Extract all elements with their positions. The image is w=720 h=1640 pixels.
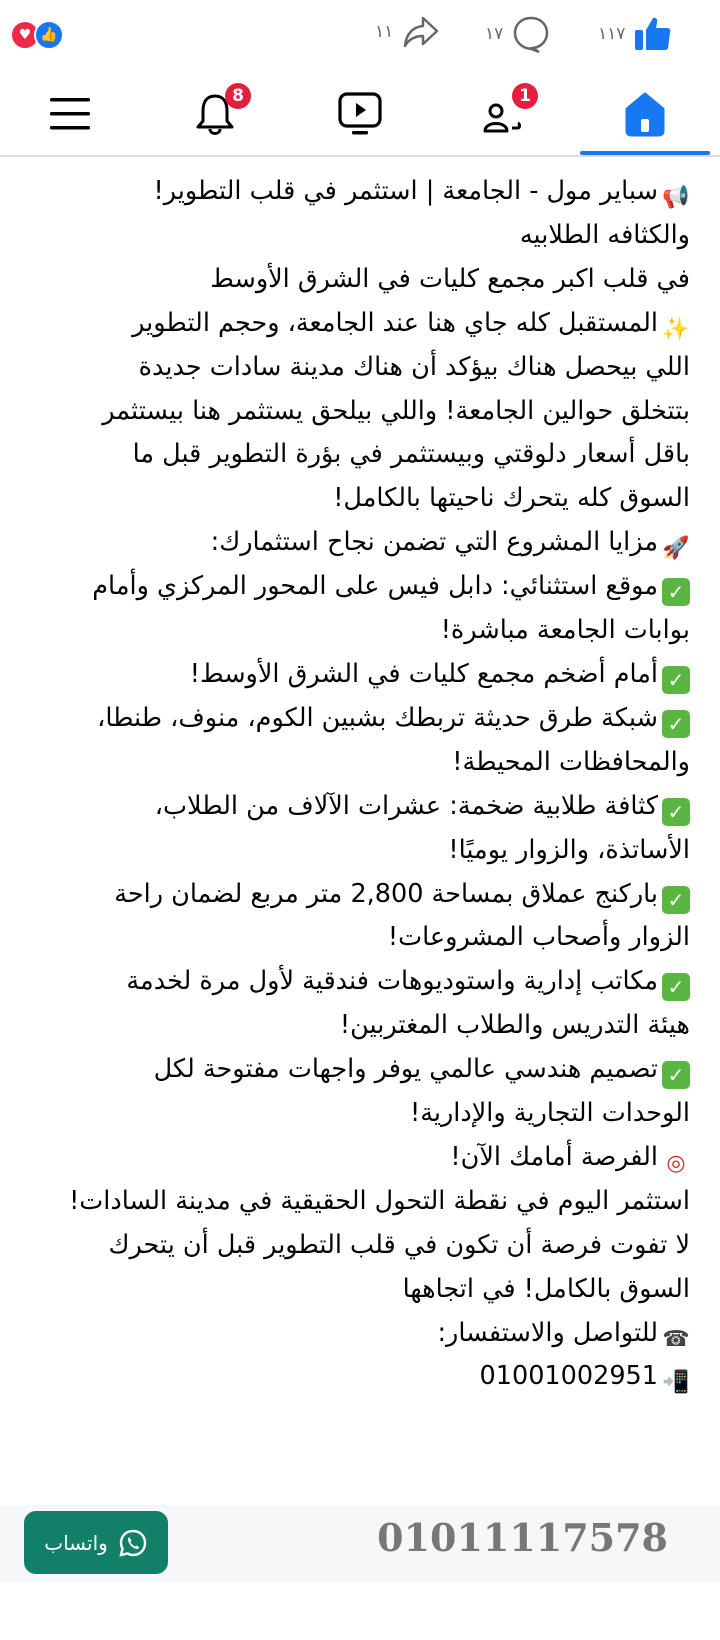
check-icon: ✓ bbox=[662, 1061, 690, 1089]
tab-menu[interactable] bbox=[15, 75, 125, 153]
post-line-text: السوق بالكامل! في اتجاهها bbox=[402, 1273, 690, 1304]
phone-icon: ☎ bbox=[662, 1326, 690, 1352]
post-line bbox=[10, 521, 690, 565]
check-icon: ✓ bbox=[662, 578, 690, 606]
main-nav bbox=[0, 75, 720, 157]
post-line bbox=[10, 1355, 690, 1399]
post-line bbox=[10, 1224, 690, 1268]
hamburger-menu-icon bbox=[50, 96, 90, 132]
check-icon: ✓ bbox=[662, 973, 690, 1001]
share-button[interactable] bbox=[375, 14, 441, 50]
post-line bbox=[10, 1180, 690, 1224]
target-icon: ◎ bbox=[666, 1150, 686, 1176]
like-count: ١١٧ bbox=[598, 24, 626, 44]
comment-icon bbox=[511, 14, 551, 54]
post-line bbox=[10, 741, 690, 785]
post-line bbox=[10, 1092, 690, 1136]
post-text bbox=[10, 170, 690, 1399]
post-line bbox=[10, 258, 690, 302]
post-line bbox=[10, 433, 690, 477]
like-reaction-icon: 👍 bbox=[34, 20, 64, 50]
check-icon: ✓ bbox=[662, 886, 690, 914]
post-line-text: موقع استثنائي: دابل فيس على المحور المركزي وأمام bbox=[92, 571, 658, 602]
post-line-text: هيئة التدريس والطلاب المغتربين! bbox=[339, 1010, 690, 1041]
phone-number[interactable]: 01011117578 bbox=[377, 1515, 668, 1560]
post-line bbox=[10, 1312, 690, 1356]
megaphone-icon: 📢 bbox=[662, 185, 690, 210]
post-line bbox=[10, 609, 690, 653]
post-line-text: الزوار وأصحاب المشروعات! bbox=[387, 922, 690, 953]
post-line-text: بتتخلق حوالين الجامعة! واللي بيلحق يستثمر هنا بيستثمر bbox=[102, 395, 690, 426]
friends-badge: 1 bbox=[512, 83, 538, 109]
post-line bbox=[10, 697, 690, 741]
sparkles-icon: ✨ bbox=[662, 316, 690, 342]
post-line-text: 01001002951 bbox=[479, 1361, 658, 1392]
whatsapp-button[interactable] bbox=[24, 1511, 168, 1574]
post-line-text: مكاتب إدارية واستوديوهات فندقية لأول مرة لخدمة bbox=[126, 966, 658, 997]
share-icon bbox=[401, 14, 441, 50]
post-line bbox=[10, 1136, 690, 1180]
contact-bar bbox=[0, 1505, 720, 1583]
post-line bbox=[10, 1004, 690, 1048]
post-line-text: والمحافظات المحيطة! bbox=[452, 746, 690, 777]
post-line bbox=[10, 653, 690, 697]
whatsapp-label: واتساب bbox=[44, 1530, 108, 1555]
post-line bbox=[10, 346, 690, 390]
post-actions-bar bbox=[0, 0, 720, 70]
post-line bbox=[10, 214, 690, 258]
like-icon bbox=[633, 14, 673, 54]
post-line bbox=[10, 873, 690, 917]
post-line-text: باقل أسعار دلوقتي وبيستثمر في بؤرة التطوير قبل ما bbox=[132, 439, 690, 470]
whatsapp-icon bbox=[118, 1528, 148, 1558]
post-line-text: والكثافه الطلابيه bbox=[519, 219, 690, 250]
post-line-text: للتواصل والاستفسار: bbox=[437, 1317, 658, 1348]
post-line-text: مزايا المشروع التي تضمن نجاح استثمارك: bbox=[210, 527, 658, 558]
post-line-text: كثافة طلابية ضخمة: عشرات الآلاف من الطلاب، bbox=[154, 790, 658, 821]
check-icon: ✓ bbox=[662, 666, 690, 694]
post-line bbox=[10, 565, 690, 609]
post-line bbox=[10, 390, 690, 434]
post-line-text: بوابات الجامعة مباشرة! bbox=[440, 615, 690, 646]
post-line-text: أمام أضخم مجمع كليات في الشرق الأوسط! bbox=[189, 658, 658, 689]
like-button[interactable] bbox=[598, 14, 673, 54]
post-line-text: السوق كله يتحرك ناحيتها بالكامل! bbox=[333, 483, 690, 514]
post-line-text: المستقبل كله جاي هنا عند الجامعة، وحجم التطوير bbox=[132, 307, 658, 338]
active-tab-indicator bbox=[580, 151, 710, 155]
post-line bbox=[10, 170, 690, 214]
post-line-text: الوحدات التجارية والإدارية! bbox=[409, 1098, 690, 1129]
mobile-icon: 📲 bbox=[662, 1370, 690, 1396]
rocket-icon: 🚀 bbox=[662, 536, 690, 562]
comment-button[interactable] bbox=[485, 14, 551, 54]
tab-video[interactable] bbox=[305, 75, 415, 153]
tab-notifications[interactable] bbox=[160, 75, 270, 153]
post-line bbox=[10, 960, 690, 1004]
love-reaction-icon: ♥ bbox=[10, 20, 40, 50]
tab-home[interactable] bbox=[580, 75, 710, 153]
share-count: ١١ bbox=[375, 22, 394, 42]
post-line-text: استثمر اليوم في نقطة التحول الحقيقية في مدينة السادات! bbox=[69, 1185, 690, 1216]
tab-friends[interactable] bbox=[450, 75, 560, 153]
post-line bbox=[10, 1048, 690, 1092]
post-line bbox=[10, 477, 690, 521]
post-line bbox=[10, 916, 690, 960]
post-line-text: تصميم هندسي عالمي يوفر واجهات مفتوحة لكل bbox=[153, 1054, 658, 1085]
post-line bbox=[10, 1268, 690, 1312]
post-line-text: الفرصة أمامك الآن! bbox=[450, 1141, 658, 1172]
post-line-text: في قلب اكبر مجمع كليات في الشرق الأوسط bbox=[210, 263, 690, 294]
post-line-text: لا تفوت فرصة أن تكون في قلب التطوير قبل أن يتحرك bbox=[108, 1229, 690, 1260]
comment-count: ١٧ bbox=[485, 24, 504, 44]
post-line bbox=[10, 829, 690, 873]
video-icon bbox=[337, 91, 383, 137]
home-icon bbox=[623, 91, 667, 137]
post-line-text: باركنج عملاق بمساحة 2,800 متر مربع لضمان راحة bbox=[114, 878, 658, 909]
post-line bbox=[10, 785, 690, 829]
reaction-summary[interactable] bbox=[10, 20, 64, 50]
post-line-text: اللي بيحصل هناك بيؤكد أن هناك مدينة سادات جديدة bbox=[138, 351, 690, 382]
post-line bbox=[10, 302, 690, 346]
post-line-text: شبكة طرق حديثة تربطك بشبين الكوم، منوف، طنطا، bbox=[97, 702, 658, 733]
post-line-text: سباير مول - الجامعة | استثمر في قلب التطوير! bbox=[153, 176, 658, 206]
check-icon: ✓ bbox=[662, 710, 690, 738]
notifications-badge: 8 bbox=[225, 83, 251, 109]
check-icon: ✓ bbox=[662, 798, 690, 826]
post-line-text: الأساتذة، والزوار يوميًا! bbox=[448, 834, 690, 865]
